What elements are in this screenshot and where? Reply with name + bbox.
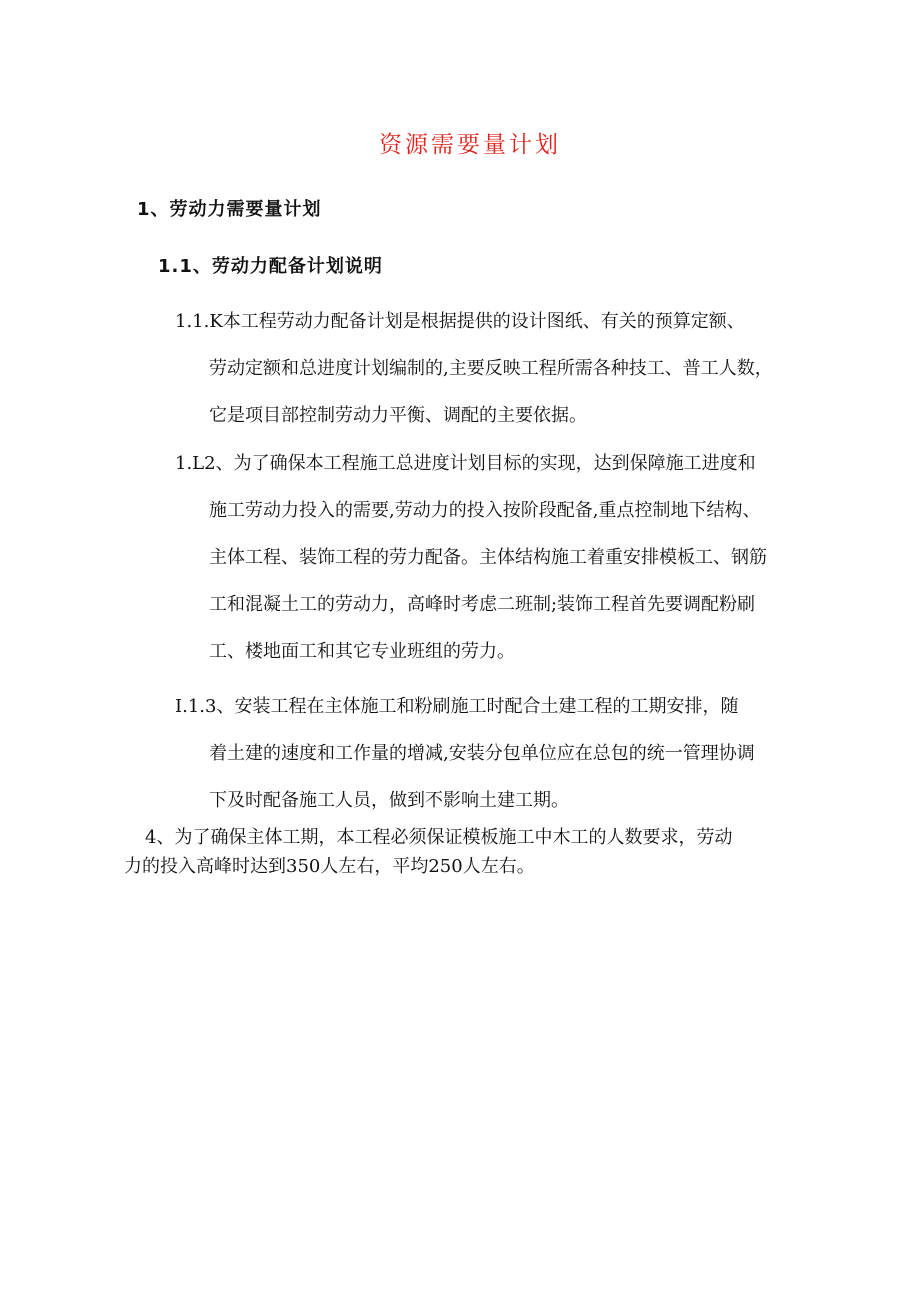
paragraph-3-line-1: I.1.3、安装工程在主体施工和粉刷施工时配合土建工程的工期安排，随	[175, 696, 739, 717]
paragraph-3-line-2: 着土建的速度和工作量的增减,安装分包单位应在总包的统一管理协调	[209, 743, 755, 764]
paragraph-2-line-4: 工和混凝土工的劳动力，高峰时考虑二班制;装饰工程首先要调配粉刷	[209, 594, 756, 615]
section-heading: 1、劳动力需要量计划	[137, 199, 322, 220]
paragraph-4-line-1: 4、为了确保主体工期，本工程必须保证模板施工中木工的人数要求，劳动	[145, 827, 733, 848]
paragraph-4	[124, 823, 732, 881]
paragraph-2-line-5: 工、楼地面工和其它专业班组的劳力。	[209, 641, 515, 662]
paragraph-2	[175, 440, 767, 675]
paragraph-4-line-2: 力的投入高峰时达到350人左右，平均250人左右。	[124, 856, 535, 877]
paragraph-1-line-2: 劳动定额和总进度计划编制的,主要反映工程所需各种技工、普工人数，	[209, 358, 773, 379]
paragraph-3-line-3: 下及时配备施工人员，做到不影响土建工期。	[209, 790, 569, 811]
paragraph-2-line-3: 主体工程、装饰工程的劳力配备。主体结构施工着重安排模板工、钢筋	[209, 547, 767, 568]
paragraph-1-line-3: 它是项目部控制劳动力平衡、调配的主要依据。	[209, 405, 587, 426]
document-title: 资源需要量计划	[379, 132, 561, 158]
paragraph-2-line-2: 施工劳动力投入的需要,劳动力的投入按阶段配备,重点控制地下结构、	[209, 500, 761, 521]
paragraph-1	[175, 298, 773, 439]
subsection-heading: 1.1、劳动力配备计划说明	[158, 256, 383, 277]
paragraph-3	[175, 683, 755, 824]
paragraph-2-line-1: 1.L2、为了确保本工程施工总进度计划目标的实现，达到保障施工进度和	[175, 453, 756, 474]
paragraph-1-line-1: 1.1.K本工程劳动力配备计划是根据提供的设计图纸、有关的预算定额、	[175, 311, 745, 332]
